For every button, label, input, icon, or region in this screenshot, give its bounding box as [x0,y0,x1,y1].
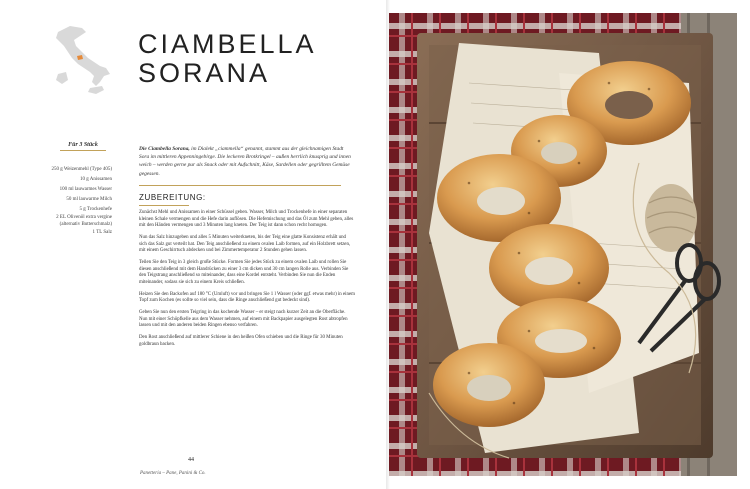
preparation-step: Den Rost anschließend auf mittlerer Schiene in den heißen Ofen schieben und die Ringe für 30 Minuten goldbraun backen. [139,335,343,347]
intro-divider [139,185,341,186]
ingredients-heading: Für 3 Stück [68,142,98,148]
recipe-title [138,30,317,88]
ingredient-item: 100 ml lauwarmes Wasser [59,187,112,192]
page-number: 44 [188,457,194,463]
intro-recipe-name: Die Ciambella Sorana, [139,146,190,152]
preparation-step: Zunächst Mehl und Anissamen in einer Schüssel geben. Wasser, Milch und Trockenhefe in einer separaten kleinen Schale vermengen und die Hefe darin auflösen. Die Hefemischung und das Öl zum Mehl geben, alles mit den Händen vermengen und 3 Minuten lang kneten. Der Teig ist dann schon recht homogen. [139,210,354,228]
recipe-photo [389,13,737,476]
ingredient-item: 50 ml lauwarme Milch [66,197,112,202]
ingredient-item: 1 TL Salz [92,230,112,235]
ingredient-item: 10 g Anissamen [80,177,112,182]
preparation-step: Heizen Sie den Backofen auf 180 °C (Umluft) vor und bringen Sie 1 l Wasser (oder ggf. etwas mehr) in einem Topf zum Kochen (es sollte so viel sein, dass die Ringe anschließend gut bedeckt sind). [139,291,355,303]
intro-text: im Dialekt „ciammella“ genannt, stammt aus der gleichnamigen Stadt Sora im mittleren Appenningebirge. Die leckeren Brotkringel – außen herrlich knusprig und innen weich – werden gerne pur als Snack oder mit Aufschnitt, Käse, Sardellen oder gegrilltem Gemüse gegessen. [139,146,351,177]
preparation-step: Nun das Salz hinzugeben und alles 5 Minuten weiterkneten, bis der Teig eine glatte Konsistenz erhält und sich das Salz gut verteilt hat. Den Teig anschließend zu einem ovalen Laib formen, auf ein Holzbrett setzen, mit einem Geschirrtuch abdecken und bei Zimmertemperatur 2 Stunden gehen lassen. [139,235,351,253]
preparation-steps [139,210,355,354]
ingredients-divider [60,150,106,151]
intro-paragraph [139,145,354,178]
ingredients-list [40,165,112,238]
ciambella-photo-illustration [389,13,737,476]
title-line-2: SORANA [138,58,271,88]
ingredient-item: 5 g Trockenhefe [79,207,112,212]
title-line-1: CIAMBELLA [138,29,317,59]
ingredient-item: 250 g Weizenmehl (Type 405) [51,167,112,172]
preparation-step: Teilen Sie den Teig in 3 gleich große Stücke. Formen Sie jedes Stück zu einem ovalen Laib und rollen Sie diesen anschließend mit dem Handrücken zu einer 3 cm dicken und 30 cm langen Rolle aus. Verbinden Sie den Teigstrang anschließend so miteinander, dass eine Kordel entsteht. Verbinden Sie nun die Enden miteinander, sodass sie sich zu einem Kreis schließen. [139,260,349,285]
preparation-step: Geben Sie nun den ersten Teigring in das kochende Wasser – er steigt nach kurzer Zeit an die Oberfläche. Nun mit einer Schöpfkelle aus dem Wasser nehmen, auf einem mit Backpapier ausgelegten Rost abtropfen lassen und mit den anderen beiden Ringen ebenso verfahren. [139,310,348,328]
ingredient-item: (alternativ Butterschmalz) [59,222,112,227]
italy-map-icon [50,24,116,96]
ingredient-item: 2 EL Olivenöl extra vergine [56,215,112,220]
preparation-divider [139,205,189,206]
book-footer: Panetteria – Pane, Panini & Co. [140,471,206,476]
preparation-heading: ZUBEREITUNG: [139,193,206,202]
